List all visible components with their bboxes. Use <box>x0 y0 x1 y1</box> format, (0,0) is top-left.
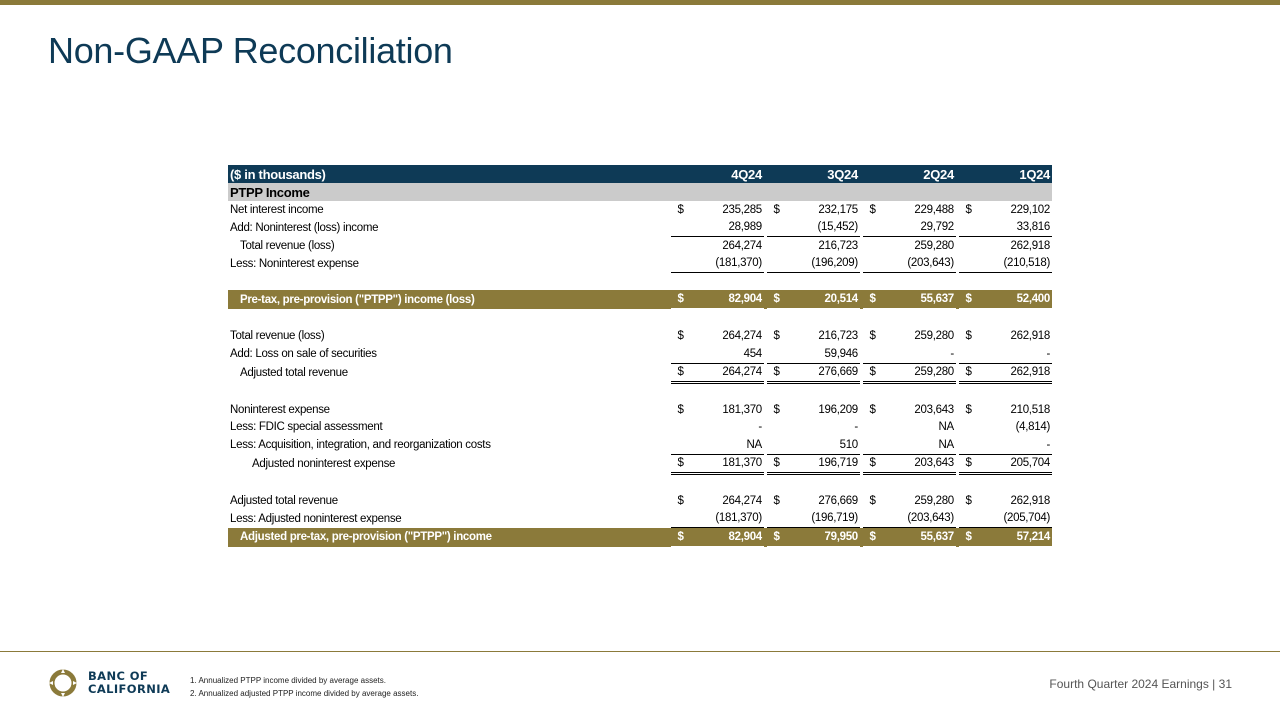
row-value: 57,214 <box>981 528 1052 548</box>
reconciliation-table <box>228 165 1052 549</box>
row-value: 232,175 <box>818 203 858 216</box>
row-value: 33,816 <box>981 219 1052 237</box>
currency-symbol <box>863 419 884 437</box>
footnote: 1. Annualized PTPP income divided by average assets. <box>190 676 386 685</box>
table-row <box>228 219 1052 237</box>
currency-symbol: $ <box>863 290 884 309</box>
row-value: 59,946 <box>789 345 860 363</box>
currency-symbol: $ <box>959 290 980 309</box>
row-value: (203,643) <box>885 510 956 528</box>
row-label: Total revenue (loss) <box>230 330 325 343</box>
row-value: 196,209 <box>818 403 858 416</box>
spacer-row <box>228 273 1052 291</box>
row-value: 262,918 <box>981 363 1052 383</box>
currency-symbol <box>863 510 884 528</box>
row-value: 276,669 <box>789 363 860 383</box>
currency-symbol <box>863 345 884 363</box>
row-value: 262,918 <box>1010 330 1050 343</box>
table-row <box>228 401 1052 419</box>
row-value: 82,904 <box>693 528 764 548</box>
row-value: 259,280 <box>914 239 954 252</box>
currency-symbol: $ <box>965 494 972 507</box>
row-value: (210,518) <box>981 255 1052 273</box>
table-row <box>228 492 1052 510</box>
currency-symbol: $ <box>677 330 684 343</box>
section-label: PTPP Income <box>228 183 1052 201</box>
footer-report-title: Fourth Quarter 2024 Earnings | <box>1049 677 1219 691</box>
currency-symbol <box>959 237 980 255</box>
bank-logo <box>48 668 170 698</box>
spacer-cell <box>228 474 1052 493</box>
row-value: - <box>981 436 1052 454</box>
row-value: NA <box>693 436 764 454</box>
row-value: 216,723 <box>818 330 858 343</box>
row-value: (203,643) <box>885 255 956 273</box>
currency-symbol: $ <box>869 203 876 216</box>
row-label: Less: Acquisition, integration, and reorganization costs <box>230 439 491 451</box>
table-row <box>228 255 1052 273</box>
currency-symbol: $ <box>671 528 692 548</box>
top-accent-bar <box>0 0 1280 5</box>
row-value: 203,643 <box>885 454 956 474</box>
row-value: (196,719) <box>789 510 860 528</box>
row-value: (181,370) <box>693 255 764 273</box>
currency-symbol <box>671 237 692 255</box>
row-label: Less: Noninterest expense <box>230 257 359 270</box>
currency-symbol <box>767 237 788 255</box>
currency-symbol <box>863 237 884 255</box>
row-value: 264,274 <box>722 494 762 507</box>
spacer-row <box>228 383 1052 402</box>
currency-symbol: $ <box>773 203 780 216</box>
row-value: 196,719 <box>789 454 860 474</box>
row-value: 262,918 <box>1010 239 1050 252</box>
currency-symbol <box>767 419 788 437</box>
currency-symbol: $ <box>773 330 780 343</box>
row-value: (15,452) <box>789 219 860 237</box>
row-label: Adjusted total revenue <box>230 494 338 507</box>
currency-symbol <box>959 510 980 528</box>
row-value: 29,792 <box>885 219 956 237</box>
row-value: (205,704) <box>981 510 1052 528</box>
row-value: (181,370) <box>693 510 764 528</box>
currency-symbol <box>959 345 980 363</box>
currency-symbol <box>671 255 692 273</box>
row-value: 259,280 <box>914 330 954 343</box>
currency-symbol: $ <box>767 528 788 548</box>
currency-symbol <box>767 345 788 363</box>
currency-symbol <box>671 219 692 237</box>
currency-symbol: $ <box>959 454 980 474</box>
row-value: 259,280 <box>885 363 956 383</box>
row-value: 52,400 <box>981 290 1052 309</box>
table-row <box>228 328 1052 346</box>
quarter-header: 3Q24 <box>789 165 860 183</box>
row-value: 203,643 <box>914 403 954 416</box>
currency-symbol: $ <box>773 403 780 416</box>
header-spacer <box>671 165 692 183</box>
currency-symbol: $ <box>965 330 972 343</box>
currency-symbol <box>863 219 884 237</box>
header-label: ($ in thousands) <box>228 165 671 183</box>
currency-symbol <box>767 255 788 273</box>
currency-symbol <box>959 255 980 273</box>
table-row <box>228 528 1052 548</box>
quarter-header: 1Q24 <box>981 165 1052 183</box>
currency-symbol <box>671 345 692 363</box>
currency-symbol: $ <box>959 528 980 548</box>
table-row <box>228 419 1052 437</box>
currency-symbol <box>767 510 788 528</box>
table-row <box>228 510 1052 528</box>
currency-symbol <box>767 219 788 237</box>
currency-symbol <box>671 419 692 437</box>
row-value: 235,285 <box>722 203 762 216</box>
row-value: 181,370 <box>693 454 764 474</box>
currency-symbol: $ <box>767 363 788 383</box>
spacer-cell <box>228 383 1052 402</box>
row-value: 55,637 <box>885 290 956 309</box>
currency-symbol <box>767 436 788 454</box>
row-value: 454 <box>693 345 764 363</box>
currency-symbol: $ <box>773 494 780 507</box>
currency-symbol: $ <box>863 454 884 474</box>
currency-symbol: $ <box>869 330 876 343</box>
quarter-header: 2Q24 <box>885 165 956 183</box>
row-label: Less: Adjusted noninterest expense <box>230 512 402 525</box>
currency-symbol: $ <box>869 494 876 507</box>
row-value: 55,637 <box>885 528 956 548</box>
table-row <box>228 290 1052 309</box>
currency-symbol: $ <box>965 203 972 216</box>
currency-symbol: $ <box>671 454 692 474</box>
row-label: Add: Noninterest (loss) income <box>230 221 379 234</box>
table-row <box>228 454 1052 474</box>
header-spacer <box>863 165 884 183</box>
row-value: - <box>885 345 956 363</box>
currency-symbol <box>863 255 884 273</box>
row-value: 259,280 <box>914 494 954 507</box>
row-value: 210,518 <box>1010 403 1050 416</box>
row-value: 181,370 <box>722 403 762 416</box>
header-spacer <box>959 165 980 183</box>
row-label: Adjusted total revenue <box>240 366 348 379</box>
currency-symbol: $ <box>863 528 884 548</box>
logo-mark-icon <box>48 668 78 698</box>
row-value: - <box>981 345 1052 363</box>
row-value: NA <box>938 421 954 434</box>
row-label: Pre-tax, pre-provision ("PTPP") income (loss) <box>228 290 671 309</box>
row-label: Noninterest expense <box>230 403 330 416</box>
row-value: - <box>758 421 762 434</box>
row-value: - <box>854 421 858 434</box>
currency-symbol <box>959 436 980 454</box>
header-row <box>228 165 1052 183</box>
row-value: 229,488 <box>914 203 954 216</box>
currency-symbol: $ <box>677 403 684 416</box>
spacer-cell <box>228 309 1052 328</box>
currency-symbol: $ <box>671 363 692 383</box>
quarter-header: 4Q24 <box>693 165 764 183</box>
row-value: 205,704 <box>981 454 1052 474</box>
row-label: Less: FDIC special assessment <box>230 421 383 434</box>
row-value: 79,950 <box>789 528 860 548</box>
spacer-row <box>228 474 1052 493</box>
currency-symbol <box>671 510 692 528</box>
currency-symbol: $ <box>671 290 692 309</box>
currency-symbol: $ <box>767 290 788 309</box>
footnotes <box>190 674 418 700</box>
currency-symbol: $ <box>959 363 980 383</box>
page-number: 31 <box>1218 677 1232 691</box>
row-value: 264,274 <box>722 330 762 343</box>
header-spacer <box>767 165 788 183</box>
currency-symbol <box>863 436 884 454</box>
row-value: 82,904 <box>693 290 764 309</box>
currency-symbol: $ <box>863 363 884 383</box>
row-value: 216,723 <box>818 239 858 252</box>
row-value: 510 <box>789 436 860 454</box>
currency-symbol <box>671 436 692 454</box>
table-row <box>228 237 1052 255</box>
footer-divider <box>0 651 1280 652</box>
row-value: 229,102 <box>1010 203 1050 216</box>
table-row <box>228 363 1052 383</box>
row-value: (196,209) <box>789 255 860 273</box>
row-value: 262,918 <box>1010 494 1050 507</box>
row-value: 20,514 <box>789 290 860 309</box>
row-label: Add: Loss on sale of securities <box>230 348 377 360</box>
currency-symbol <box>959 419 980 437</box>
row-label: Net interest income <box>230 203 324 216</box>
row-label: Adjusted pre-tax, pre-provision ("PTPP") income <box>228 528 671 548</box>
section-row <box>228 183 1052 201</box>
row-value: (4,814) <box>1015 421 1050 434</box>
logo-text <box>88 670 170 696</box>
currency-symbol: $ <box>767 454 788 474</box>
row-value: 276,669 <box>818 494 858 507</box>
currency-symbol <box>959 219 980 237</box>
footnote: 2. Annualized adjusted PTPP income divided by average assets. <box>190 689 419 698</box>
currency-symbol: $ <box>677 494 684 507</box>
table-row <box>228 436 1052 454</box>
spacer-row <box>228 309 1052 328</box>
currency-symbol: $ <box>869 403 876 416</box>
table-row <box>228 201 1052 219</box>
logo-line-1: BANC OF <box>88 669 149 683</box>
page-title: Non-GAAP Reconciliation <box>48 30 453 71</box>
row-value: 264,274 <box>693 363 764 383</box>
table-row <box>228 345 1052 363</box>
logo-line-2: CALIFORNIA <box>88 682 171 696</box>
footer-caption <box>1049 677 1232 691</box>
currency-symbol: $ <box>677 203 684 216</box>
spacer-cell <box>228 273 1052 291</box>
row-value: NA <box>885 436 956 454</box>
currency-symbol: $ <box>965 403 972 416</box>
row-label: Adjusted noninterest expense <box>252 457 396 470</box>
row-label: Total revenue (loss) <box>240 239 335 252</box>
row-value: 28,989 <box>693 219 764 237</box>
row-value: 264,274 <box>722 239 762 252</box>
